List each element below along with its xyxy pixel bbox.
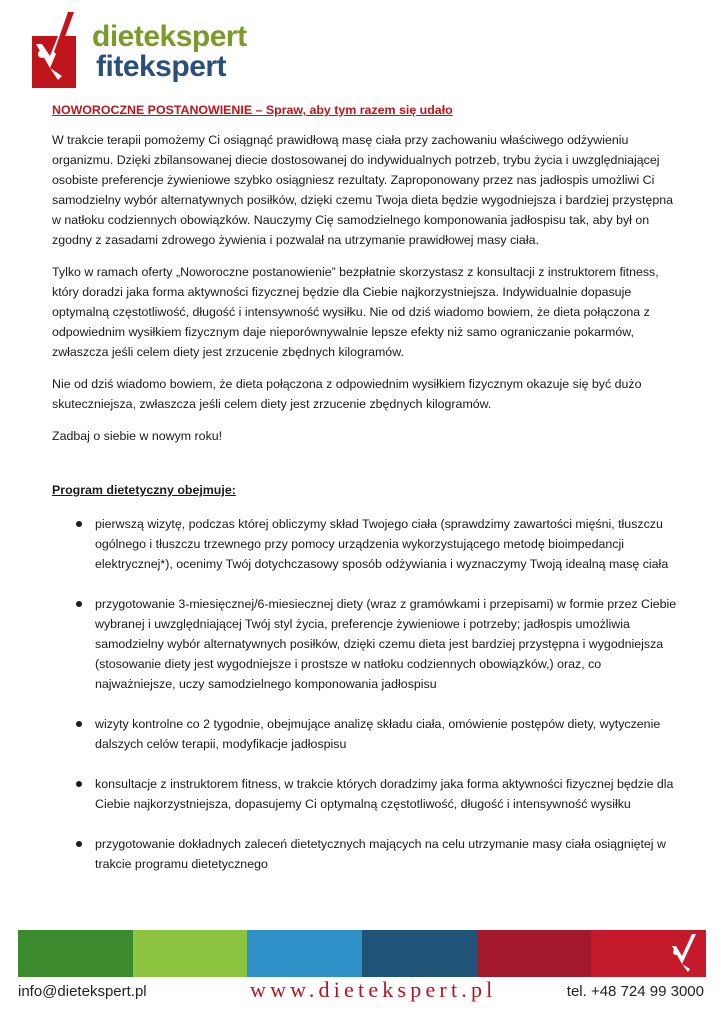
list-item [52, 514, 677, 574]
bullet-icon [76, 721, 82, 727]
list-item-text: konsultacje z instruktorem fitness, w trakcie których doradzimy jaka forma aktywności fizycznej będzie dla Ciebie najkorzystniejsza, dopasujemy Ci optymalną częstotliwość, długość i intensywność wysiłku [95, 777, 674, 811]
list-item [52, 714, 677, 754]
bullet-icon [76, 521, 82, 527]
list-item [52, 834, 677, 874]
footer-logo-figure-icon [666, 932, 706, 976]
paragraph-4: Zadbaj o siebie w nowym roku! [52, 429, 223, 443]
color-block [477, 930, 592, 977]
footer-phone: tel. +48 724 99 3000 [566, 983, 704, 1000]
brand-line-2: fitekspert [96, 50, 227, 83]
footer-website[interactable]: www.dietekspert.pl [250, 977, 497, 1002]
color-block [362, 930, 477, 977]
brand-wordmark [92, 22, 247, 82]
logo-figure-icon [28, 10, 92, 92]
page-footer [18, 977, 706, 1010]
color-block [133, 930, 248, 977]
page-title: NOWOROCZNE POSTANOWIENIE – Spraw, aby tym razem się udało [52, 103, 453, 117]
color-block [18, 930, 133, 977]
list-item-text: przygotowanie dokładnych zaleceń dietetycznych mających na celu utrzymanie masy ciała osiągniętej w trakcie programu dietetycznego [95, 837, 666, 871]
footer-email[interactable]: info@dietekspert.pl [18, 983, 147, 1000]
list-item-text: wizyty kontrolne co 2 tygodnie, obejmujące analizę składu ciała, omówienie postępów diety, wytyczenie dalszych celów terapii, modyfikacje jadłospisu [95, 717, 661, 751]
brand-logo [28, 10, 247, 94]
paragraph-1: W trakcie terapii pomożemy Ci osiągnąć prawidłową masę ciała przy zachowaniu właściwego odżywieniu organizmu. Dzięki zbilansowanej diecie dostosowanej do indywidualnych potrzeb, trybu życia i uwzględniającej osobiste preferencje żywieniowe szybko osiągniesz rezultaty. Zaproponowany przez nas jadłospis umożliwi Ci samodzielny wybór alternatywnych posiłków, dzięki czemu Twoja dieta będzie wygodniejsza i bardziej przystępna w natłoku codziennych obowiązków. Nauczymy Cię samodzielnego komponowania jadłospisu tak, aby był on zgodny z zasadami zdrowego żywienia i pozwalał na utrzymanie prawidłowej masy ciała. [52, 133, 673, 247]
color-block [247, 930, 362, 977]
program-list [52, 514, 677, 874]
bullet-icon [76, 841, 82, 847]
bullet-icon [76, 601, 82, 607]
document-body [52, 100, 677, 894]
brand-line-1: dietekspert [92, 20, 247, 53]
list-item-text: przygotowanie 3-miesięcznej/6-miesiecznej diety (wraz z gramówkami i przepisami) w formie przez Ciebie wybranej i uwzględniającej Twój styl życia, preferencje żywieniowe i potrzeby; jadłospis umożliwia samodzielny wybór alternatywnych posiłków, dzięki czemu dieta jest bardziej przystępna i wygodniejsza (stosowanie diety jest wygodniejsze i prostsze w natłoku codziennych obowiązków,) oraz, co najważniejsze, uczy samodzielnego komponowania jadłospisu [95, 597, 677, 691]
program-title: Program dietetyczny obejmuje: [52, 483, 236, 497]
list-item [52, 594, 677, 694]
list-item [52, 774, 677, 814]
paragraph-3: Nie od dziś wiadomo bowiem, że dieta połączona z odpowiednim wysiłkiem fizycznym okazuje się być dużo skuteczniejsza, zwłaszcza jeśli celem diety jest zrzucenie zbędnych kilogramów. [52, 377, 642, 411]
paragraph-2: Tylko w ramach oferty „Noworoczne postanowienie” bezpłatnie skorzystasz z konsultacji z instruktorem fitness, który doradzi jaka forma aktywności fizycznej będzie dla Ciebie najkorzystniejsza. Indywidualnie dopasuje optymalną częstotliwość, długość i intensywność wysiłku. Nie od dziś wiadomo bowiem, że dieta połączona z odpowiednim wysiłkiem fizycznym daje nieporównywalnie lepsze efekty niż samo ograniczanie pokarmów, zwłaszcza jeśli celem diety jest zrzucenie zbędnych kilogramów. [52, 265, 659, 359]
bullet-icon [76, 781, 82, 787]
list-item-text: pierwszą wizytę, podczas której obliczymy skład Twojego ciała (sprawdzimy zawartości mięśni, tłuszczu ogólnego i tłuszczu trzewnego przy pomocy urządzenia wykorzystującego metodę bioimpedancji elektrycznej*), ocenimy Twój dotychczasowy sposób odżywiania i wyznaczymy Twoją idealną masę ciała [95, 517, 669, 571]
footer-color-bar [18, 930, 706, 977]
